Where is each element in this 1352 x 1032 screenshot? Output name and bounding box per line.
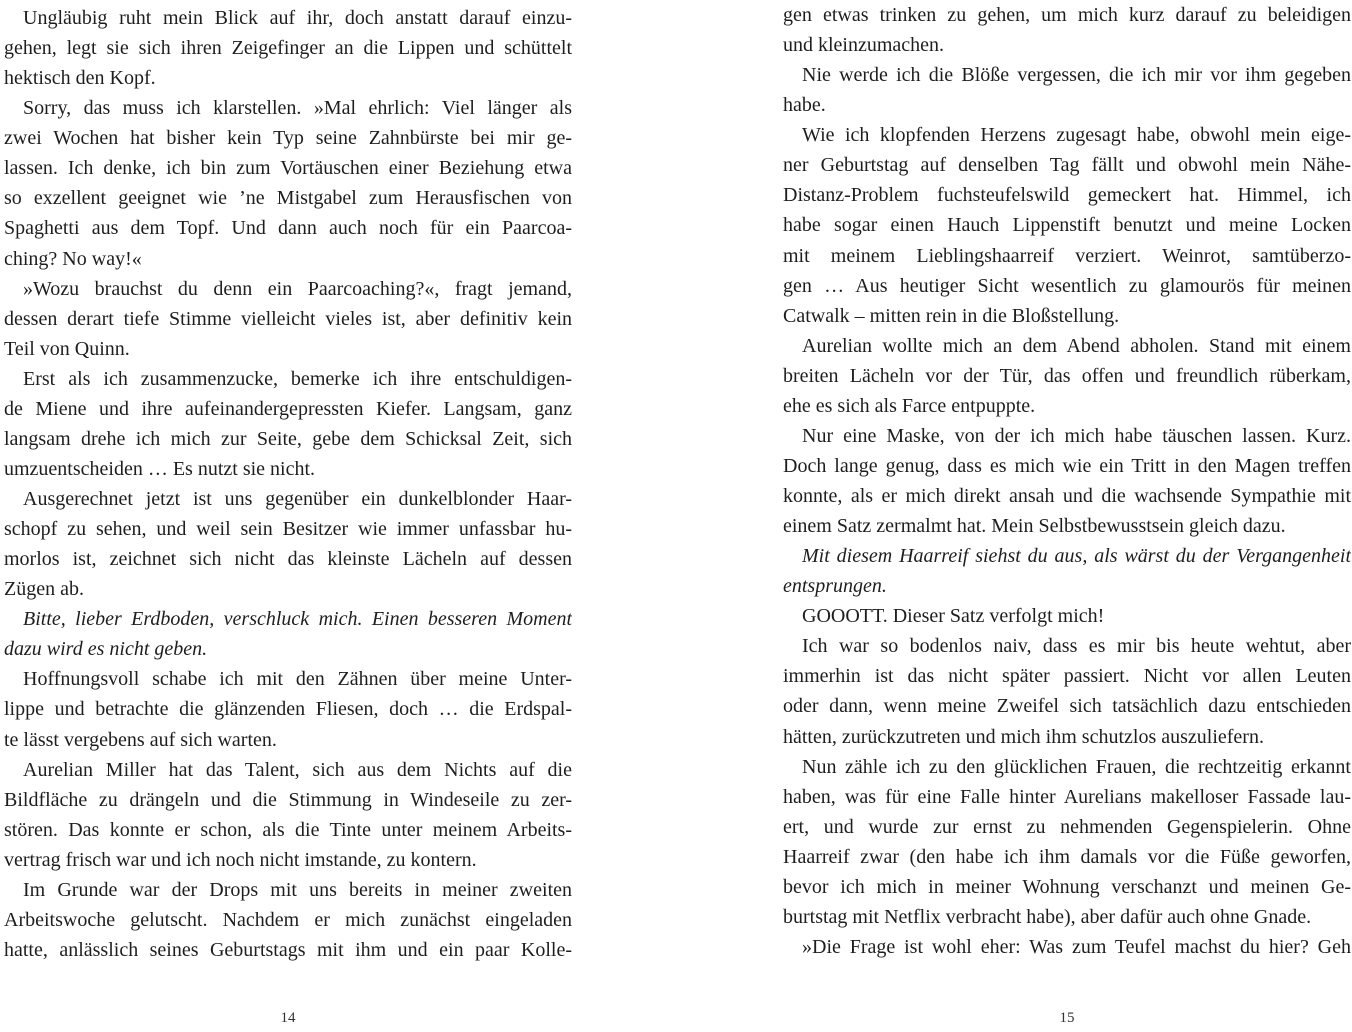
text-line: Distanz-Problem fuchsteufelswild gemeckert hat. Himmel, ich xyxy=(783,184,1351,207)
text-line: »Die Frage ist wohl eher: Was zum Teufel machst du hier? Geh xyxy=(802,935,1351,958)
text-line: de Miene und ihre aufeinandergepressten Kiefer. Langsam, ganz xyxy=(4,397,572,420)
text-line: dazu wird es nicht geben. xyxy=(4,638,208,661)
text-line: Mit diesem Haarreif siehst du aus, als wärst du der Vergangenheit xyxy=(802,545,1351,568)
text-line: Arbeitswoche gelutscht. Nachdem er mich zunächst eingeladen xyxy=(4,908,572,931)
text-line: vertrag frisch war und ich noch nicht imstande, zu kontern. xyxy=(4,848,477,871)
left-page xyxy=(4,0,572,1032)
text-line: habe sogar einen Hauch Lippenstift benutzt und meine Locken xyxy=(783,214,1351,237)
text-line: zwei Wochen hat bisher kein Typ seine Zahnbürste bei mir ge- xyxy=(4,127,572,150)
text-line: Nun zähle ich zu den glücklichen Frauen, die rechtzeitig erkannt xyxy=(802,755,1351,778)
text-line: Catwalk – mitten rein in die Bloßstellung. xyxy=(783,304,1120,327)
text-line: Teil von Quinn. xyxy=(4,337,130,360)
text-line: te lässt vergebens auf sich warten. xyxy=(4,728,277,751)
text-line: immerhin ist das nicht später passiert. Nicht vor allen Leuten xyxy=(783,665,1351,688)
text-line: Ungläubig ruht mein Blick auf ihr, doch anstatt darauf einzu- xyxy=(23,7,572,29)
text-line: hektisch den Kopf. xyxy=(4,67,156,90)
text-line: langsam drehe ich mich zur Seite, gebe dem Schicksal Zeit, sich xyxy=(4,427,572,450)
text-line: ehe es sich als Farce entpuppte. xyxy=(783,394,1036,417)
text-line: hätten, zurückzutreten und mich ihm schutzlos auszuliefern. xyxy=(783,725,1264,748)
text-line: Doch lange genug, dass es mich wie ein Tritt in den Magen treffen xyxy=(783,454,1351,477)
text-line: »Wozu brauchst du denn ein Paarcoaching?«, fragt jemand, xyxy=(23,277,572,300)
text-line: Spaghetti aus dem Topf. Und dann auch noch für ein Paarcoa- xyxy=(4,217,572,240)
text-line: schopf zu sehen, und weil sein Besitzer wie immer unfassbar hu- xyxy=(4,518,572,541)
text-line: Aurelian wollte mich an dem Abend abholen. Stand mit einem xyxy=(802,334,1351,357)
text-line: morlos ist, zeichnet sich nicht das kleinste Lächeln auf dessen xyxy=(4,548,572,571)
text-line: gen … Aus heutiger Sicht wesentlich zu glamourös für meinen xyxy=(783,274,1351,297)
text-line: breiten Lächeln vor der Tür, das offen und freundlich rüberkam, xyxy=(783,364,1351,387)
text-line: stören. Das konnte er schon, als die Tinte unter meinem Arbeits- xyxy=(4,818,572,841)
text-line: Haarreif zwar (den habe ich ihm damals vor die Füße geworfen, xyxy=(783,845,1351,868)
text-line: Im Grunde war der Drops mit uns bereits in meiner zweiten xyxy=(23,878,572,901)
page-number-left: 14 xyxy=(280,1010,296,1026)
right-page xyxy=(783,0,1351,1032)
text-line: Ich war so bodenlos naiv, dass es mir bis heute wehtut, aber xyxy=(802,635,1351,658)
text-line: Erst als ich zusammenzucke, bemerke ich ihre entschuldigen- xyxy=(23,367,572,390)
text-line: burtstag mit Netflix verbracht habe), aber dafür auch ohne Gnade. xyxy=(783,905,1312,928)
text-line: Ausgerechnet jetzt ist uns gegenüber ein dunkelblonder Haar- xyxy=(23,488,572,510)
text-line: Hoffnungsvoll schabe ich mit den Zähnen über meine Unter- xyxy=(23,668,572,691)
text-line: Zügen ab. xyxy=(4,578,84,601)
text-line: ert, und wurde zur ernst zu nehmenden Gegenspielerin. Ohne xyxy=(783,815,1351,838)
text-line: ching? No way!« xyxy=(4,247,142,270)
left-page-text xyxy=(4,3,572,965)
text-line: Nie werde ich die Blöße vergessen, die ich mir vor ihm gegeben xyxy=(802,64,1351,87)
text-line: ner Geburtstag auf denselben Tag fällt und obwohl mein Nähe- xyxy=(783,154,1351,177)
text-line: haben, was für eine Falle hinter Aurelians makelloser Fassade lau- xyxy=(783,785,1351,808)
text-line: entsprungen. xyxy=(783,575,887,598)
text-line: konnte, als er mich direkt ansah und die wachsende Sympathie mit xyxy=(783,485,1351,507)
text-line: so exzellent geeignet wie ’ne Mistgabel zum Herausfischen von xyxy=(4,187,572,210)
text-line: und kleinzumachen. xyxy=(783,34,945,57)
text-line: hatte, anlässlich seines Geburtstags mit ihm und ein paar Kolle- xyxy=(4,938,572,961)
right-page-text xyxy=(783,0,1351,962)
text-line: Nur eine Maske, von der ich mich habe täuschen lassen. Kurz. xyxy=(802,424,1351,447)
text-line: lippe und betrachte die glänzenden Fliesen, doch … die Erdspal- xyxy=(4,698,572,721)
text-line: einem Satz zermalmt hat. Mein Selbstbewusstsein gleich dazu. xyxy=(783,515,1286,538)
text-line: Bitte, lieber Erdboden, verschluck mich. Einen besseren Moment xyxy=(23,608,572,631)
page-number-right: 15 xyxy=(1059,1010,1075,1026)
text-line: Sorry, das muss ich klarstellen. »Mal ehrlich: Viel länger als xyxy=(23,97,572,120)
text-line: Aurelian Miller hat das Talent, sich aus dem Nichts auf die xyxy=(23,758,572,781)
text-line: Bildfläche zu drängeln und die Stimmung in Windeseile zu zer- xyxy=(4,788,572,811)
text-line: GOOOTT. Dieser Satz verfolgt mich! xyxy=(802,605,1105,628)
text-line: Wie ich klopfenden Herzens zugesagt habe, obwohl mein eige- xyxy=(802,124,1351,147)
text-line: umzuentscheiden … Es nutzt sie nicht. xyxy=(4,457,316,480)
text-line: gen etwas trinken zu gehen, um mich kurz darauf zu beleidigen xyxy=(783,4,1351,26)
text-line: oder dann, wenn meine Zweifel sich tatsächlich dazu entschieden xyxy=(783,695,1351,718)
text-line: bevor ich mich in meiner Wohnung verschanzt und meinen Ge- xyxy=(783,875,1351,898)
text-line: gehen, legt sie sich ihren Zeigefinger an die Lippen und schüttelt xyxy=(4,37,572,60)
text-line: dessen derart tiefe Stimme vielleicht vieles ist, aber definitiv kein xyxy=(4,307,572,330)
text-line: lassen. Ich denke, ich bin zum Vortäuschen einer Beziehung etwa xyxy=(4,157,572,180)
text-line: mit meinem Lieblingshaarreif verziert. Weinrot, samtüberzo- xyxy=(783,244,1351,267)
text-line: habe. xyxy=(783,94,826,117)
